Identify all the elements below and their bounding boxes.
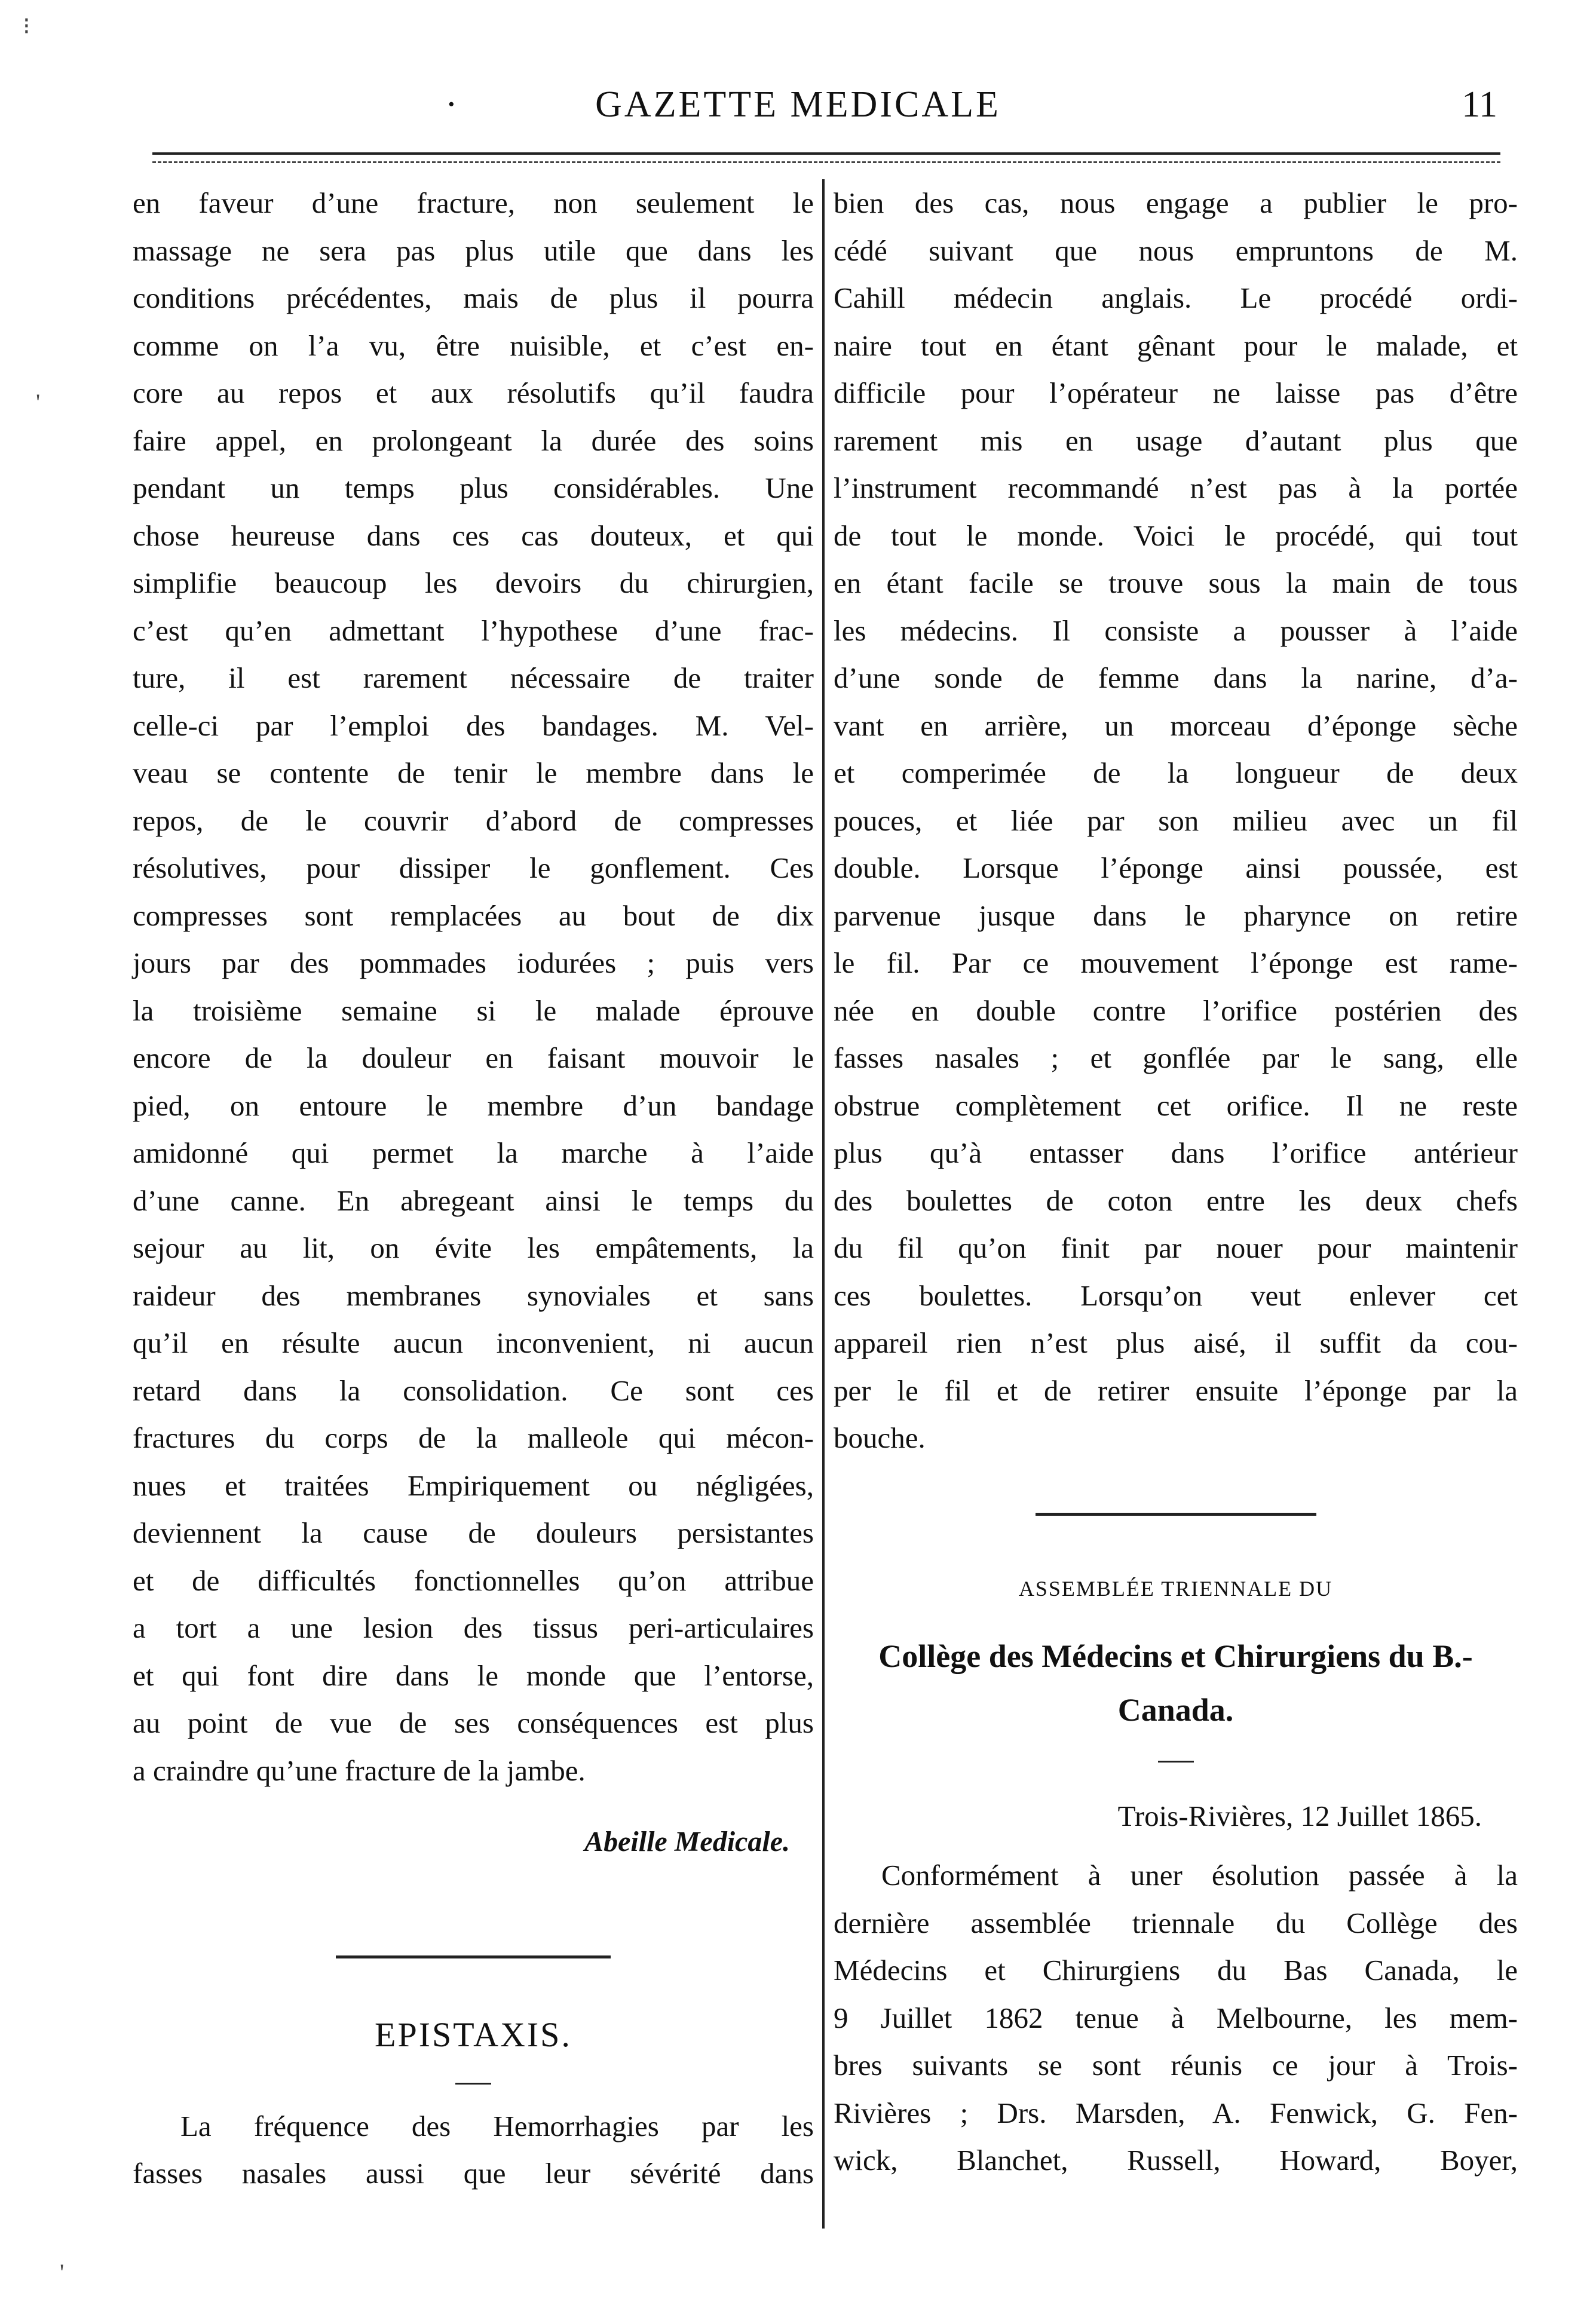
title-dash — [455, 2083, 491, 2085]
text-line: en étant facile se trouve sous la main de tous — [834, 566, 1518, 599]
text-line: wick, Blanchet, Russell, Howard, Boyer, — [834, 2144, 1518, 2177]
resolution-text — [834, 1852, 1518, 2184]
text-line: fasses nasales aussi que leur sévérité dans — [133, 2157, 814, 2190]
text-line: difficile pour l’opérateur ne laisse pas d’être — [834, 376, 1518, 409]
text-line: encore de la douleur en faisant mouvoir le — [133, 1041, 814, 1074]
article-epistaxis-continued — [834, 179, 1518, 1414]
text-line: d’une sonde de femme dans la narine, d’a- — [834, 661, 1518, 694]
text-line: l’instrument recommandé n’est pas à la portée — [834, 471, 1518, 504]
text-line: et qui font dire dans le monde que l’entorse, — [133, 1659, 814, 1692]
text-line: rarement mis en usage d’autant plus que — [834, 424, 1518, 457]
section-rule — [336, 1955, 611, 1958]
text-line: et de difficultés fonctionnelles qu’on attribue — [133, 1564, 814, 1597]
text-line: double. Lorsque l’éponge ainsi poussée, est — [834, 851, 1518, 884]
text-line: des boulettes de coton entre les deux chefs — [834, 1184, 1518, 1217]
article-signature: Abeille Medicale. — [584, 1826, 790, 1858]
title-dash — [1158, 1761, 1194, 1763]
text-line: compresses sont remplacées au bout de dix — [133, 899, 814, 932]
text-line: cédé suivant que nous empruntons de M. — [834, 234, 1518, 267]
text-line: parvenue jusque dans le pharynce on retire — [834, 899, 1518, 932]
section-title-epistaxis: EPISTAXIS. — [375, 2015, 572, 2054]
text-line: Médecins et Chirurgiens du Bas Canada, le — [834, 1954, 1518, 1987]
header-dot: · — [445, 84, 458, 125]
text-line: repos, de le couvrir d’abord de compresses — [133, 804, 814, 837]
text-line: du fil qu’on finit par nouer pour maintenir — [834, 1231, 1518, 1264]
text-line: pendant un temps plus considérables. Une — [133, 471, 814, 504]
text-line: nues et traitées Empiriquement ou négligées, — [133, 1469, 814, 1502]
text-line: Cahill médecin anglais. Le procédé ordi- — [834, 281, 1518, 314]
text-line: raideur des membranes synoviales et sans — [133, 1279, 814, 1312]
text-line: jours par des pommades iodurées ; puis vers — [133, 946, 814, 979]
text-line: amidonné qui permet la marche à l’aide — [133, 1136, 814, 1169]
text-line: née en double contre l’orifice postérien des — [834, 994, 1518, 1027]
text-line: en faveur d’une fracture, non seulement le — [133, 186, 814, 219]
text-line: le fil. Par ce mouvement l’éponge est rame- — [834, 946, 1518, 979]
header-rule — [152, 152, 1500, 155]
text-line: veau se contente de tenir le membre dans le — [133, 756, 814, 789]
text-line: Rivières ; Drs. Marsden, A. Fenwick, G. Fen- — [834, 2096, 1518, 2129]
text-line: au point de vue de ses conséquences est plus — [133, 1706, 814, 1739]
text-line: 9 Juillet 1862 tenue à Melbourne, les mem- — [834, 2001, 1518, 2034]
text-line: c’est qu’en admettant l’hypothese d’une frac- — [133, 614, 814, 647]
article-massage-text — [133, 179, 814, 1747]
margin-mark: ' — [36, 389, 41, 416]
dateline: Trois-Rivières, 12 Juillet 1865. — [1117, 1799, 1482, 1832]
text-line: Conformément à uner ésolution passée à la — [881, 1859, 1518, 1892]
text-line: résolutives, pour dissiper le gonflement. Ces — [133, 851, 814, 884]
text-line: retard dans la consolidation. Ce sont ces — [133, 1374, 814, 1407]
text-line: chose heureuse dans ces cas douteux, et qui — [133, 519, 814, 552]
text-line: bouche. — [834, 1421, 926, 1454]
text-line: sejour au lit, on évite les empâtements, la — [133, 1231, 814, 1264]
text-line: La fréquence des Hemorrhagies par les — [180, 2109, 814, 2142]
text-line: qu’il en résulte aucun inconvenient, ni aucun — [133, 1326, 814, 1359]
left-column — [133, 179, 814, 2197]
text-line: la troisième semaine si le malade éprouve — [133, 994, 814, 1027]
college-heading: Collège des Médecins et Chirurgiens du B.-Canada. — [878, 1638, 1473, 1728]
margin-mark: ⁝ — [23, 13, 30, 39]
text-line: bien des cas, nous engage a publier le pro- — [834, 186, 1518, 219]
text-line: celle-ci par l’emploi des bandages. M. Vel- — [133, 709, 814, 742]
text-line: obstrue complètement cet orifice. Il ne reste — [834, 1089, 1518, 1122]
right-column — [834, 179, 1518, 2184]
text-line: plus qu’à entasser dans l’orifice antérieur — [834, 1136, 1518, 1169]
text-line: massage ne sera pas plus utile que dans les — [133, 234, 814, 267]
text-line: vant en arrière, un morceau d’éponge sèche — [834, 709, 1518, 742]
header-rule-dashed — [152, 161, 1500, 163]
article-epistaxis-text — [133, 2102, 814, 2197]
text-line: appareil rien n’est plus aisé, il suffit da cou- — [834, 1326, 1518, 1359]
page-title: GAZETTE MEDICALE — [595, 84, 1001, 125]
column-divider — [822, 179, 825, 2229]
text-line: dernière assemblée triennale du Collège des — [834, 1906, 1518, 1939]
text-line: conditions précédentes, mais de plus il pourra — [133, 281, 814, 314]
text-line: et comperimée de la longueur de deux — [834, 756, 1518, 789]
text-line: les médecins. Il consiste a pousser à l’aide — [834, 614, 1518, 647]
text-line: a craindre qu’une fracture de la jambe. — [133, 1754, 586, 1787]
text-line: fractures du corps de la malleole qui mécon- — [133, 1421, 814, 1454]
text-line: comme on l’a vu, être nuisible, et c’est en- — [133, 329, 814, 362]
page-number: 11 — [1462, 84, 1497, 125]
text-line: a tort a une lesion des tissus peri-articulaires — [133, 1611, 814, 1644]
text-line: ture, il est rarement nécessaire de traiter — [133, 661, 814, 694]
text-line: faire appel, en prolongeant la durée des soins — [133, 424, 814, 457]
text-line: core au repos et aux résolutifs qu’il faudra — [133, 376, 814, 409]
assembly-heading: ASSEMBLÉE TRIENNALE DU — [1018, 1576, 1333, 1601]
margin-mark: ' — [60, 2259, 65, 2286]
text-line: pied, on entoure le membre d’un bandage — [133, 1089, 814, 1122]
text-line: d’une canne. En abregeant ainsi le temps du — [133, 1184, 814, 1217]
text-line: ces boulettes. Lorsqu’on veut enlever cet — [834, 1279, 1518, 1312]
text-line: naire tout en étant gênant pour le malade, et — [834, 329, 1518, 362]
text-line: pouces, et liée par son milieu avec un fil — [834, 804, 1518, 837]
text-line: simplifie beaucoup les devoirs du chirurgien, — [133, 566, 814, 599]
text-line: per le fil et de retirer ensuite l’éponge par la — [834, 1374, 1518, 1407]
text-line: de tout le monde. Voici le procédé, qui tout — [834, 519, 1518, 552]
text-line: deviennent la cause de douleurs persistantes — [133, 1516, 814, 1549]
section-rule — [1036, 1513, 1316, 1516]
text-line: bres suivants se sont réunis ce jour à Trois- — [834, 2049, 1518, 2082]
running-head — [0, 78, 1596, 131]
text-line: fasses nasales ; et gonflée par le sang, elle — [834, 1041, 1518, 1074]
